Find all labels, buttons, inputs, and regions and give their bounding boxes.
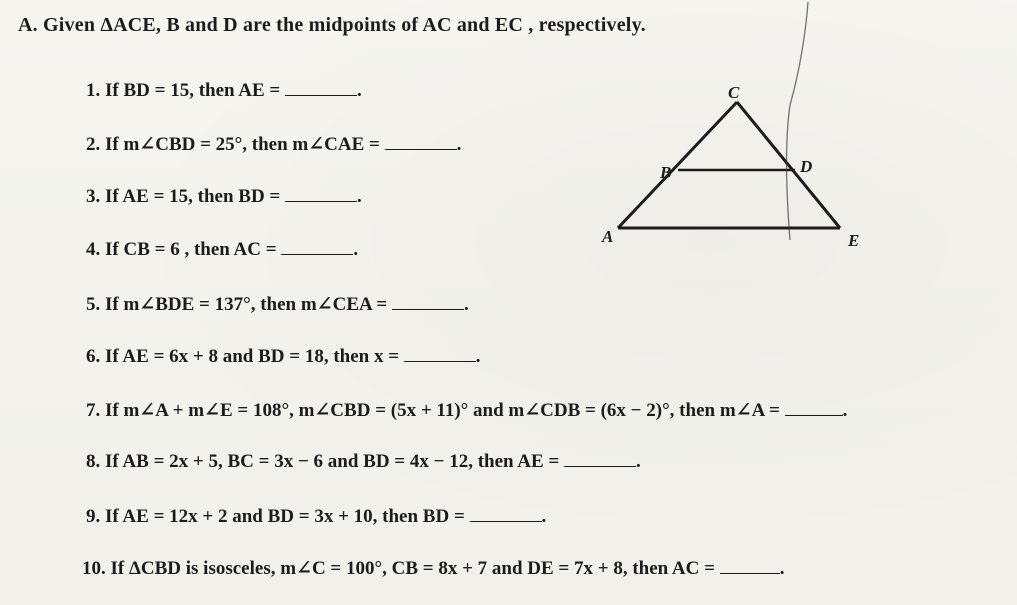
question-text: If m∠CBD = 25°, then m∠CAE = <box>105 134 385 155</box>
question-text: If AE = 12x + 2 and BD = 3x + 10, then BD = <box>105 506 470 527</box>
question-number: 1. <box>86 80 101 101</box>
question-text: If AE = 15, then BD = <box>105 186 286 207</box>
question-7 <box>86 397 847 422</box>
answer-blank[interactable] <box>285 77 357 96</box>
section-header <box>18 14 646 37</box>
question-2 <box>86 131 461 156</box>
question-text: If AB = 2x + 5, BC = 3x − 6 and BD = 4x − 12, then AE = <box>105 451 565 472</box>
question-number: 8. <box>86 451 101 472</box>
question-end: . <box>636 451 641 472</box>
side-ce <box>737 102 840 228</box>
answer-blank[interactable] <box>470 503 542 522</box>
answer-blank[interactable] <box>385 131 457 150</box>
vertex-label-b: B <box>660 163 672 182</box>
vertex-label-a: A <box>602 227 614 246</box>
question-text: If AE = 6x + 8 and BD = 18, then x = <box>105 346 404 367</box>
answer-blank[interactable] <box>285 183 357 202</box>
question-number: 5. <box>86 294 101 315</box>
answer-blank[interactable] <box>720 555 780 574</box>
question-number: 10. <box>82 558 106 579</box>
question-text: If m∠A + m∠E = 108°, m∠CBD = (5x + 11)° and m∠CDB = (6x − 2)°, then m∠A = <box>105 400 785 421</box>
question-text: If m∠BDE = 137°, then m∠CEA = <box>105 294 392 315</box>
question-end: . <box>357 186 362 207</box>
answer-blank[interactable] <box>392 291 464 310</box>
question-number: 7. <box>86 400 101 421</box>
answer-blank[interactable] <box>785 397 843 416</box>
question-9 <box>86 503 546 528</box>
header-text: A. Given ΔACE, B and D are the midpoints of AC and EC , respectively. <box>18 14 646 36</box>
vertex-label-c: C <box>728 83 740 102</box>
question-number: 3. <box>86 186 101 207</box>
question-number: 4. <box>86 239 101 260</box>
answer-blank[interactable] <box>281 236 353 255</box>
question-text: If BD = 15, then AE = <box>105 80 286 101</box>
question-number: 9. <box>86 506 101 527</box>
question-end: . <box>779 558 785 579</box>
question-3 <box>86 183 362 208</box>
question-8 <box>86 448 641 473</box>
question-number: 6. <box>86 346 101 367</box>
question-6 <box>86 343 481 368</box>
vertex-label-e: E <box>848 231 860 250</box>
question-text: If CB = 6 , then AC = <box>105 239 282 260</box>
vertex-label-d: D <box>800 157 813 176</box>
question-number: 2. <box>86 134 101 155</box>
triangle-figure <box>590 80 890 260</box>
question-end: . <box>475 346 481 367</box>
question-1 <box>86 77 362 102</box>
question-text: If ΔCBD is isosceles, m∠C = 100°, CB = 8x + 7 and DE = 7x + 8, then AC = <box>110 558 720 579</box>
question-10 <box>82 555 784 580</box>
question-end: . <box>541 506 547 527</box>
question-4 <box>86 236 358 261</box>
question-5 <box>86 291 469 316</box>
side-ac <box>618 102 737 228</box>
question-end: . <box>357 80 362 101</box>
question-end: . <box>464 294 469 315</box>
answer-blank[interactable] <box>564 448 636 467</box>
question-end: . <box>842 400 848 421</box>
answer-blank[interactable] <box>404 343 476 362</box>
question-end: . <box>456 134 462 155</box>
question-end: . <box>353 239 359 260</box>
